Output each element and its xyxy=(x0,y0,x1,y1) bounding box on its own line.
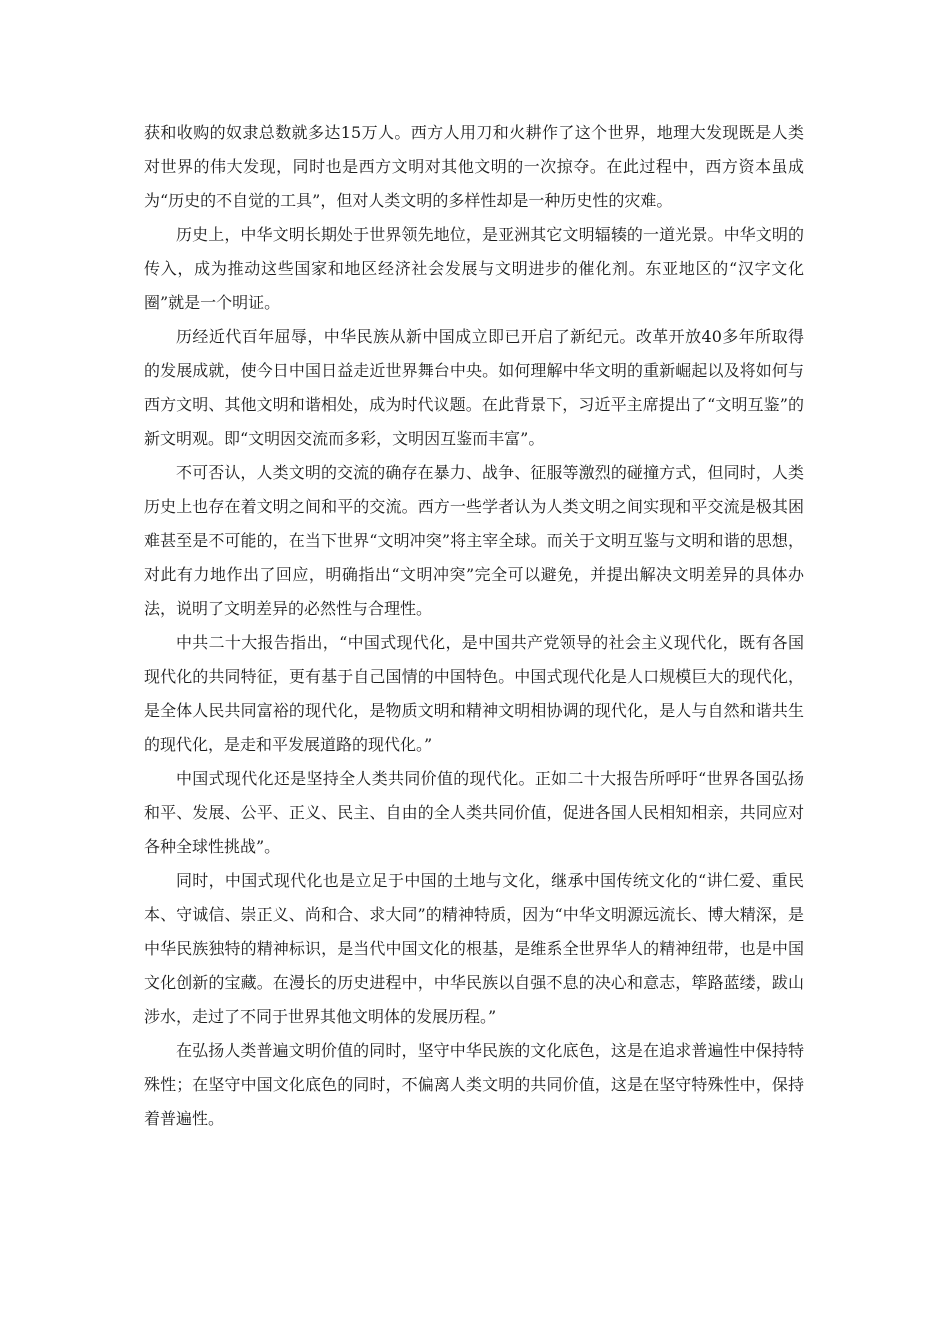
paragraph-8: 在弘扬人类普遍文明价值的同时，坚守中华民族的文化底色，这是在追求普遍性中保持特殊性；在坚守中国文化底色的同时，不偏离人类文明的共同价值，这是在坚守特殊性中，保持着普遍性。 xyxy=(144,1041,804,1128)
document-body xyxy=(144,116,804,1136)
paragraph-7: 同时，中国式现代化也是立足于中国的土地与文化，继承中国传统文化的“讲仁爱、重民本、守诚信、崇正义、尚和合、求大同”的精神特质，因为“中华文明源远流长、博大精深，是中华民族独特的精神标识，是当代中国文化的根基，是维系全世界华人的精神纽带，也是中国文化创新的宝藏。在漫长的历史进程中，中华民族以自强不息的决心和意志，筚路蓝缕，跋山涉水，走过了不同于世界其他文明体的发展历程。” xyxy=(144,871,804,1026)
paragraph-2: 历史上，中华文明长期处于世界领先地位，是亚洲其它文明辐辏的一道光景。中华文明的传入，成为推动这些国家和地区经济社会发展与文明进步的催化剂。东亚地区的“汉字文化圈”就是一个明证。 xyxy=(144,225,804,312)
paragraph-5: 中共二十大报告指出，“中国式现代化，是中国共产党领导的社会主义现代化，既有各国现代化的共同特征，更有基于自己国情的中国特色。中国式现代化是人口规模巨大的现代化，是全体人民共同富裕的现代化，是物质文明和精神文明相协调的现代化，是人与自然和谐共生的现代化，是走和平发展道路的现代化。” xyxy=(144,633,804,754)
paragraph-1: 获和收购的奴隶总数就多达15万人。西方人用刀和火耕作了这个世界，地理大发现既是人类对世界的伟大发现，同时也是西方文明对其他文明的一次掠夺。在此过程中，西方资本虽成为“历史的不自觉的工具”，但对人类文明的多样性却是一种历史性的灾难。 xyxy=(144,123,804,210)
paragraph-4: 不可否认，人类文明的交流的确存在暴力、战争、征服等激烈的碰撞方式，但同时，人类历史上也存在着文明之间和平的交流。西方一些学者认为人类文明之间实现和平交流是极其困难甚至是不可能的，在当下世界“文明冲突”将主宰全球。而关于文明互鉴与文明和谐的思想，对此有力地作出了回应，明确指出“文明冲突”完全可以避免，并提出解决文明差异的具体办法，说明了文明差异的必然性与合理性。 xyxy=(144,463,804,618)
paragraph-3: 历经近代百年屈辱，中华民族从新中国成立即已开启了新纪元。改革开放40多年所取得的发展成就，使今日中国日益走近世界舞台中央。如何理解中华文明的重新崛起以及将如何与西方文明、其他文明和谐相处，成为时代议题。在此背景下，习近平主席提出了“文明互鉴”的新文明观。即“文明因交流而多彩，文明因互鉴而丰富”。 xyxy=(144,327,804,448)
paragraph-6: 中国式现代化还是坚持全人类共同价值的现代化。正如二十大报告所呼吁“世界各国弘扬和平、发展、公平、正义、民主、自由的全人类共同价值，促进各国人民相知相亲，共同应对各种全球性挑战”。 xyxy=(144,769,804,856)
